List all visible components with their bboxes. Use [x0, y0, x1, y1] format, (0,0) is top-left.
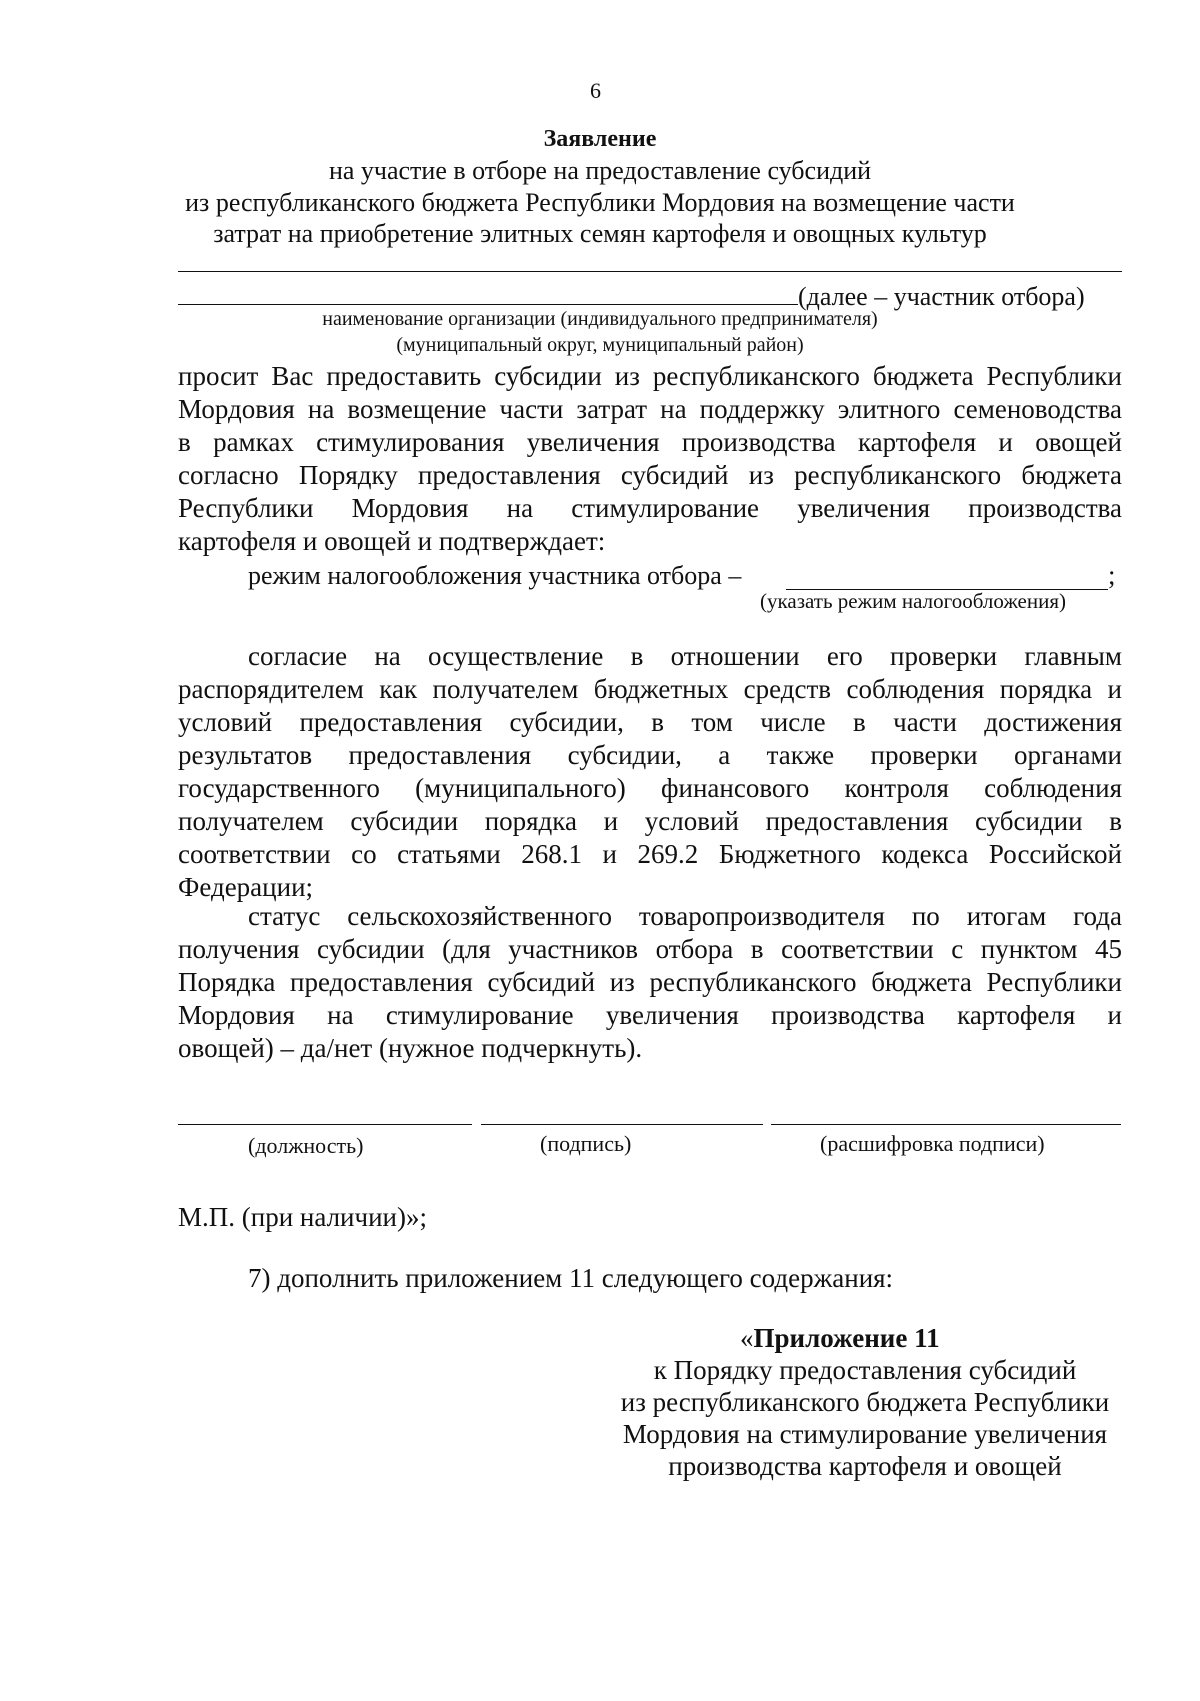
text-line: просит Вас предоставить субсидии из республиканского бюджета Республики [178, 361, 1122, 391]
header-line: из республиканского бюджета Республики Мордовия на возмещение части [185, 188, 1015, 217]
position-caption: (должность) [248, 1133, 364, 1158]
applicant-name-line-2[interactable] [178, 304, 798, 305]
text-line: Федерации; [178, 872, 314, 902]
text-line: соответствии со статьями 268.1 и 269.2 Бюджетного кодекса Российской [178, 839, 1122, 869]
header-line: на участие в отборе на предоставление субсидий [328, 156, 872, 185]
page-number: 6 [590, 78, 601, 103]
decoding-caption: (расшифровка подписи) [820, 1131, 1045, 1156]
signature-caption: (подпись) [540, 1131, 632, 1156]
text-line: Порядка предоставления субсидий из республиканского бюджета Республики [178, 967, 1122, 997]
text-line: получателем субсидии порядка и условий предоставления субсидии в [178, 806, 1122, 836]
text-line: условий предоставления субсидии, в том числе в части достижения [178, 707, 1122, 737]
text-line: овощей) – да/нет (нужное подчеркнуть). [178, 1033, 643, 1063]
document-title: Заявление [543, 126, 657, 152]
tax-regime-caption: (указать режим налогообложения) [760, 589, 1066, 613]
decoding-line[interactable] [771, 1124, 1121, 1125]
text-line: Мордовия на стимулирование увеличения производства картофеля и [178, 1000, 1122, 1030]
consent-paragraph [178, 640, 1122, 904]
text-line: распорядителем как получателем бюджетных средств соблюдения порядка и [178, 674, 1122, 704]
text-line: картофеля и овощей и подтверждает: [178, 526, 606, 556]
stamp-note: М.П. (при наличии)»; [178, 1202, 427, 1232]
text-line: результатов предоставления субсидии, а также проверки органами [178, 740, 1122, 770]
appendix-line: производства картофеля и овощей [668, 1451, 1062, 1481]
amendment-text: 7) дополнить приложением 11 следующего содержания: [248, 1263, 894, 1293]
tax-regime-end: ; [1108, 560, 1116, 590]
text-line: Республики Мордовия на стимулирование увеличения производства [178, 493, 1122, 523]
text-line: Мордовия на возмещение части затрат на поддержку элитного семеноводства [178, 394, 1122, 424]
signature-line[interactable] [481, 1124, 763, 1125]
text-line: в рамках стимулирования увеличения производства картофеля и овощей [178, 427, 1122, 457]
opening-quote: « [740, 1323, 754, 1353]
appendix-heading [740, 1322, 940, 1355]
applicant-caption-municipality: (муниципальный округ, муниципальный район) [396, 334, 804, 356]
status-paragraph [178, 900, 1122, 1065]
appendix-line: из республиканского бюджета Республики [620, 1387, 1110, 1417]
appendix-title: Приложение 11 [753, 1323, 940, 1353]
request-paragraph [178, 360, 1122, 558]
header-line: затрат на приобретение элитных семян картофеля и овощных культур [213, 219, 987, 248]
appendix-line: Мордовия на стимулирование увеличения [622, 1419, 1108, 1449]
position-line[interactable] [178, 1124, 472, 1125]
appendix-line: к Порядку предоставления субсидий [653, 1355, 1077, 1385]
applicant-caption: наименование организации (индивидуального предпринимателя) [322, 308, 878, 330]
tax-regime-label: режим налогообложения участника отбора – [248, 561, 742, 590]
applicant-name-line[interactable] [178, 271, 1122, 272]
text-line: согласно Порядку предоставления субсидий из республиканского бюджета [178, 460, 1122, 490]
applicant-suffix: (далее – участник отбора) [798, 282, 1085, 311]
text-line: государственного (муниципального) финансового контроля соблюдения [178, 773, 1122, 803]
text-line: получения субсидии (для участников отбора в соответствии с пунктом 45 [178, 934, 1122, 964]
text-line: согласие на осуществление в отношении его проверки главным [248, 641, 1122, 671]
text-line: статус сельскохозяйственного товаропроизводителя по итогам года [248, 901, 1122, 931]
